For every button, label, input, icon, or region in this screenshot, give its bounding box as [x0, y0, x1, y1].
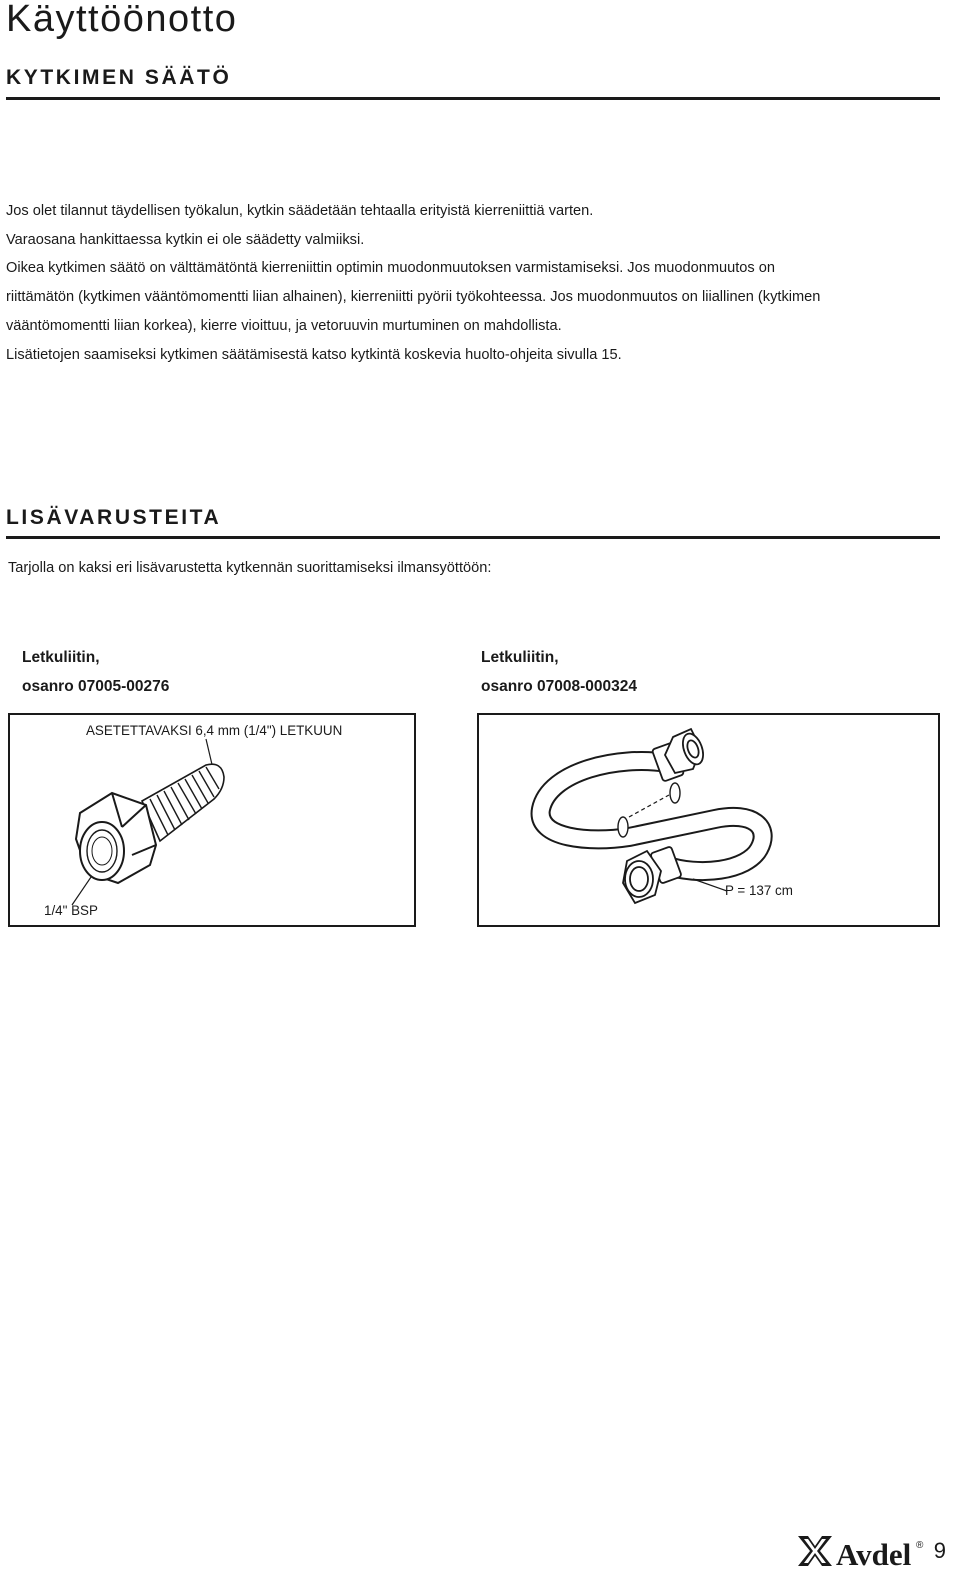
callout-hose-size: ASETETTAVAKSI 6,4 mm (1/4") LETKUUN — [86, 723, 343, 738]
page-title: Käyttöönotto — [6, 0, 238, 40]
avdel-logo-mark — [798, 1534, 928, 1568]
paragraph-line: Oikea kytkimen säätö on välttämätöntä kierreniittin optimin muodonmuutoksen varmistamiseksi. Jos muodonmuutos on — [6, 260, 775, 277]
section-divider — [6, 97, 940, 100]
paragraph-line: Varaosana hankittaessa kytkin ei ole säädetty valmiiksi. — [6, 231, 365, 248]
accessory-1-illustration — [8, 713, 416, 927]
hose-connector-icon — [10, 715, 414, 925]
accessory-name: Letkuliitin, — [481, 649, 559, 666]
accessory-part-number: osanro 07008-000324 — [481, 678, 637, 695]
clutch-body-text — [6, 197, 906, 369]
registered-mark: ® — [916, 1540, 924, 1551]
avdel-logo — [798, 1534, 928, 1573]
accessory-name: Letkuliitin, — [22, 649, 100, 666]
callout-thread-size: 1/4" BSP — [44, 903, 98, 918]
page-number: 9 — [933, 1538, 946, 1563]
section-heading-clutch: KYTKIMEN SÄÄTÖ — [6, 66, 232, 89]
paragraph-line: Lisätietojen saamiseksi kytkimen säätämisestä katso kytkintä koskevia huolto-ohjeita sivulla 15. — [6, 346, 622, 363]
paragraph-line: riittämätön (kytkimen vääntömomentti liian alhainen), kierreniitti pyörii työkohteessa. Jos muodonmuutos on liiallinen (kytkimen — [6, 289, 821, 306]
section-divider — [6, 536, 940, 539]
paragraph-line: Jos olet tilannut täydellisen työkalun, kytkin säädetään tehtaalla erityistä kierreniittiä varten. — [6, 203, 594, 219]
accessory-part-number: osanro 07005-00276 — [22, 678, 170, 695]
paragraph-line: vääntömomentti liian korkea), kierre vioittuu, ja vetoruuvin murtuminen on mahdollista. — [6, 317, 562, 334]
brand-name: Avdel — [836, 1537, 912, 1568]
accessory-2-illustration — [477, 713, 940, 927]
section-heading-accessories: LISÄVARUSTEITA — [6, 506, 222, 529]
accessory-1-label — [22, 643, 169, 701]
accessory-2-label — [481, 643, 637, 701]
accessories-intro: Tarjolla on kaksi eri lisävarustetta kytkennän suorittamiseksi ilmansyöttöön: — [8, 560, 492, 576]
callout-hose-length: P = 137 cm — [725, 883, 793, 898]
hose-assembly-icon — [479, 715, 938, 925]
